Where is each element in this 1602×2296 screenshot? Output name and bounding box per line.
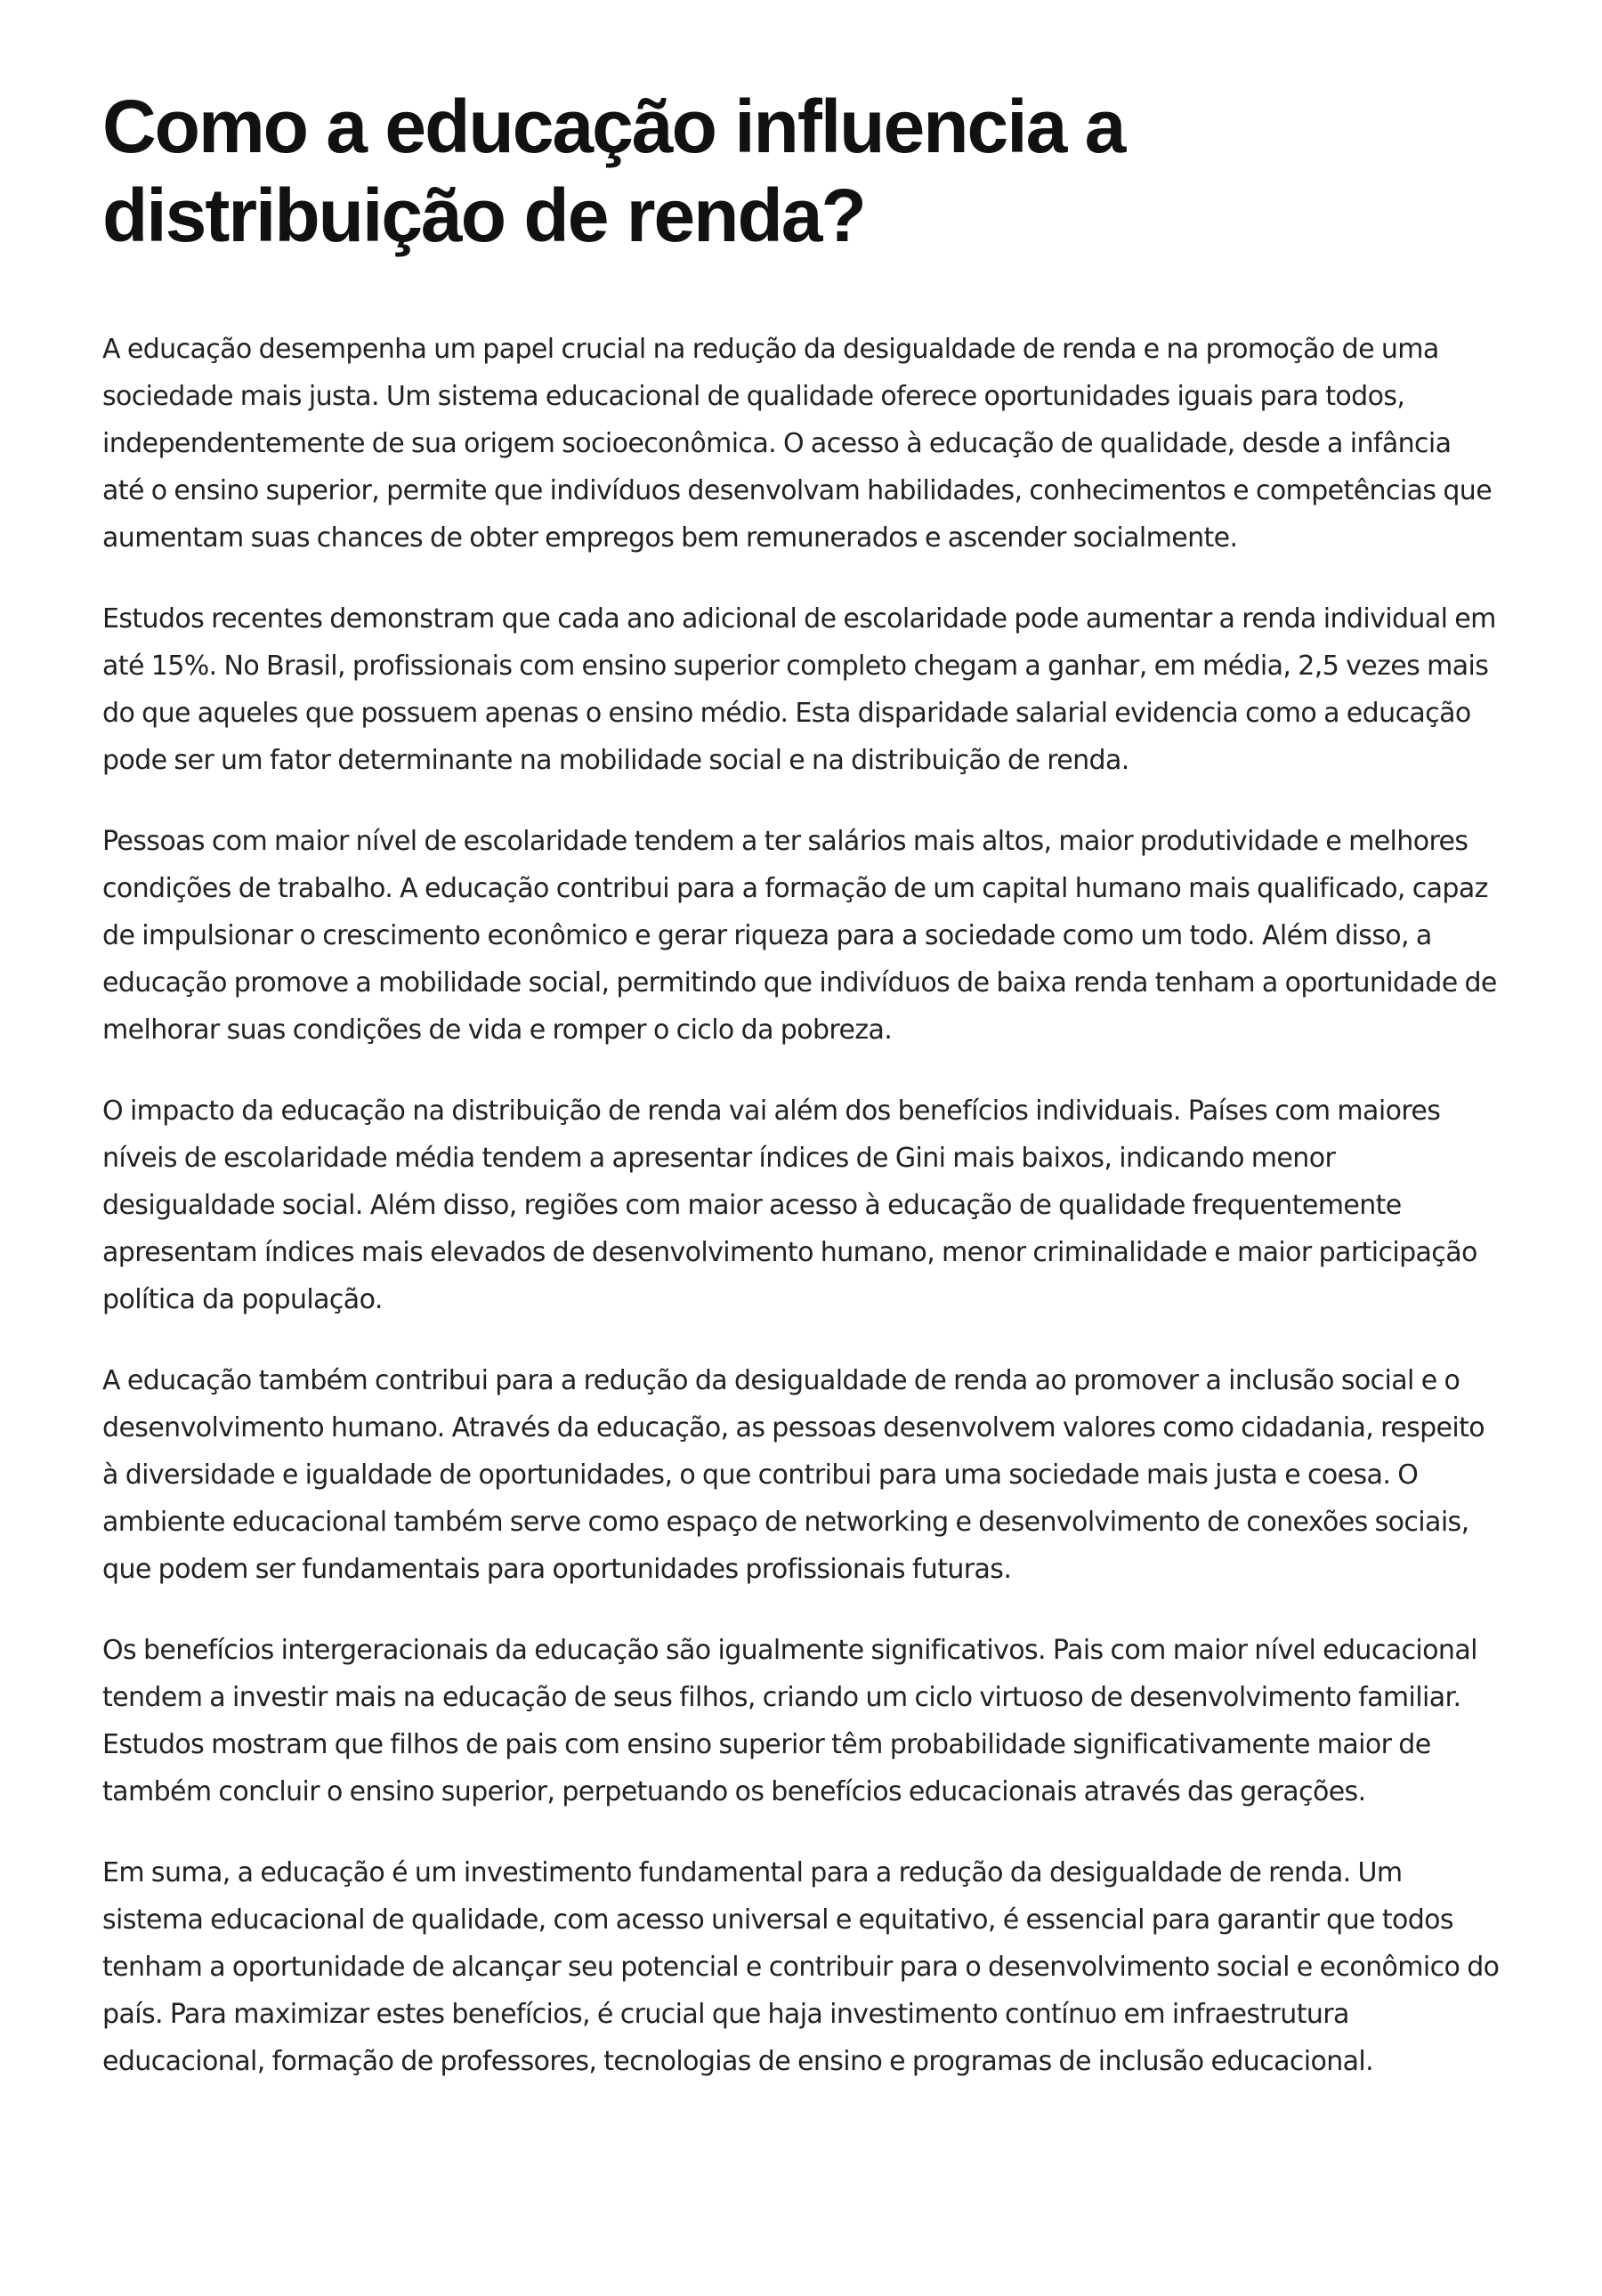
page-title: Como a educação influencia a distribuição de renda? [102, 85, 1125, 257]
paragraph-gini: O impacto da educação na distribuição de renda vai além dos benefícios individuais. Países com maiores níveis de escolaridade média tendem a apresentar índices de Gini mais baixos, indicando menor desigualdade social. Além disso, regiões com maior acesso à educação de qualidade frequentemente apresentam índices mais elevados de desenvolvimento humano, menor criminalidade e maior participação política da população. [102, 1095, 1477, 1315]
paragraph-productivity: Pessoas com maior nível de escolaridade tendem a ter salários mais altos, maior produtividade e melhores condições de trabalho. A educação contribui para a formação de um capital humano mais qualificado, capaz de impulsionar o crescimento econômico e gerar riqueza para a sociedade como um todo. Além disso, a educação promove a mobilidade social, permitindo que indivíduos de baixa renda tenham a oportunidade de melhorar suas condições de vida e romper o ciclo da pobreza. [102, 826, 1497, 1046]
paragraph-intro: A educação desempenha um papel crucial na redução da desigualdade de renda e na promoção de uma sociedade mais justa. Um sistema educacional de qualidade oferece oportunidades iguais para todos, independentemente de sua origem socioeconômica. O acesso à educação de qualidade, desde a infância até o ensino superior, permite que indivíduos desenvolvam habilidades, conhecimentos e competências que aumentam suas chances de obter empregos bem remunerados e ascender socialmente. [102, 334, 1493, 554]
paragraph-intergenerational: Os benefícios intergeracionais da educação são igualmente significativos. Pais com maior nível educacional tendem a investir mais na educação de seus filhos, criando um ciclo virtuoso de desenvolvimento familiar. Estudos mostram que filhos de pais com ensino superior têm probabilidade significativamente maior de também concluir o ensino superior, perpetuando os benefícios educacionais através das gerações. [102, 1635, 1477, 1807]
document-page [102, 82, 1500, 2119]
paragraph-inclusion: A educação também contribui para a redução da desigualdade de renda ao promover a inclusão social e o desenvolvimento humano. Através da educação, as pessoas desenvolvem valores como cidadania, respeito à diversidade e igualdade de oportunidades, o que contribui para uma sociedade mais justa e coesa. O ambiente educacional também serve como espaço de networking e desenvolvimento de conexões sociais, que podem ser fundamentais para oportunidades profissionais futuras. [102, 1365, 1485, 1585]
paragraph-studies: Estudos recentes demonstram que cada ano adicional de escolaridade pode aumentar a renda individual em até 15%. No Brasil, profissionais com ensino superior completo chegam a ganhar, em média, 2,5 vezes mais do que aqueles que possuem apenas o ensino médio. Esta disparidade salarial evidencia como a educação pode ser um fator determinante na mobilidade social e na distribuição de renda. [102, 603, 1496, 776]
paragraph-conclusion: Em suma, a educação é um investimento fundamental para a redução da desigualdade de renda. Um sistema educacional de qualidade, com acesso universal e equitativo, é essencial para garantir que todos tenham a oportunidade de alcançar seu potencial e contribuir para o desenvolvimento social e econômico do país. Para maximizar estes benefícios, é crucial que haja investimento contínuo em infraestrutura educacional, formação de professores, tecnologias de ensino e programas de inclusão educacional. [102, 1857, 1500, 2077]
article-body [102, 326, 1500, 2085]
